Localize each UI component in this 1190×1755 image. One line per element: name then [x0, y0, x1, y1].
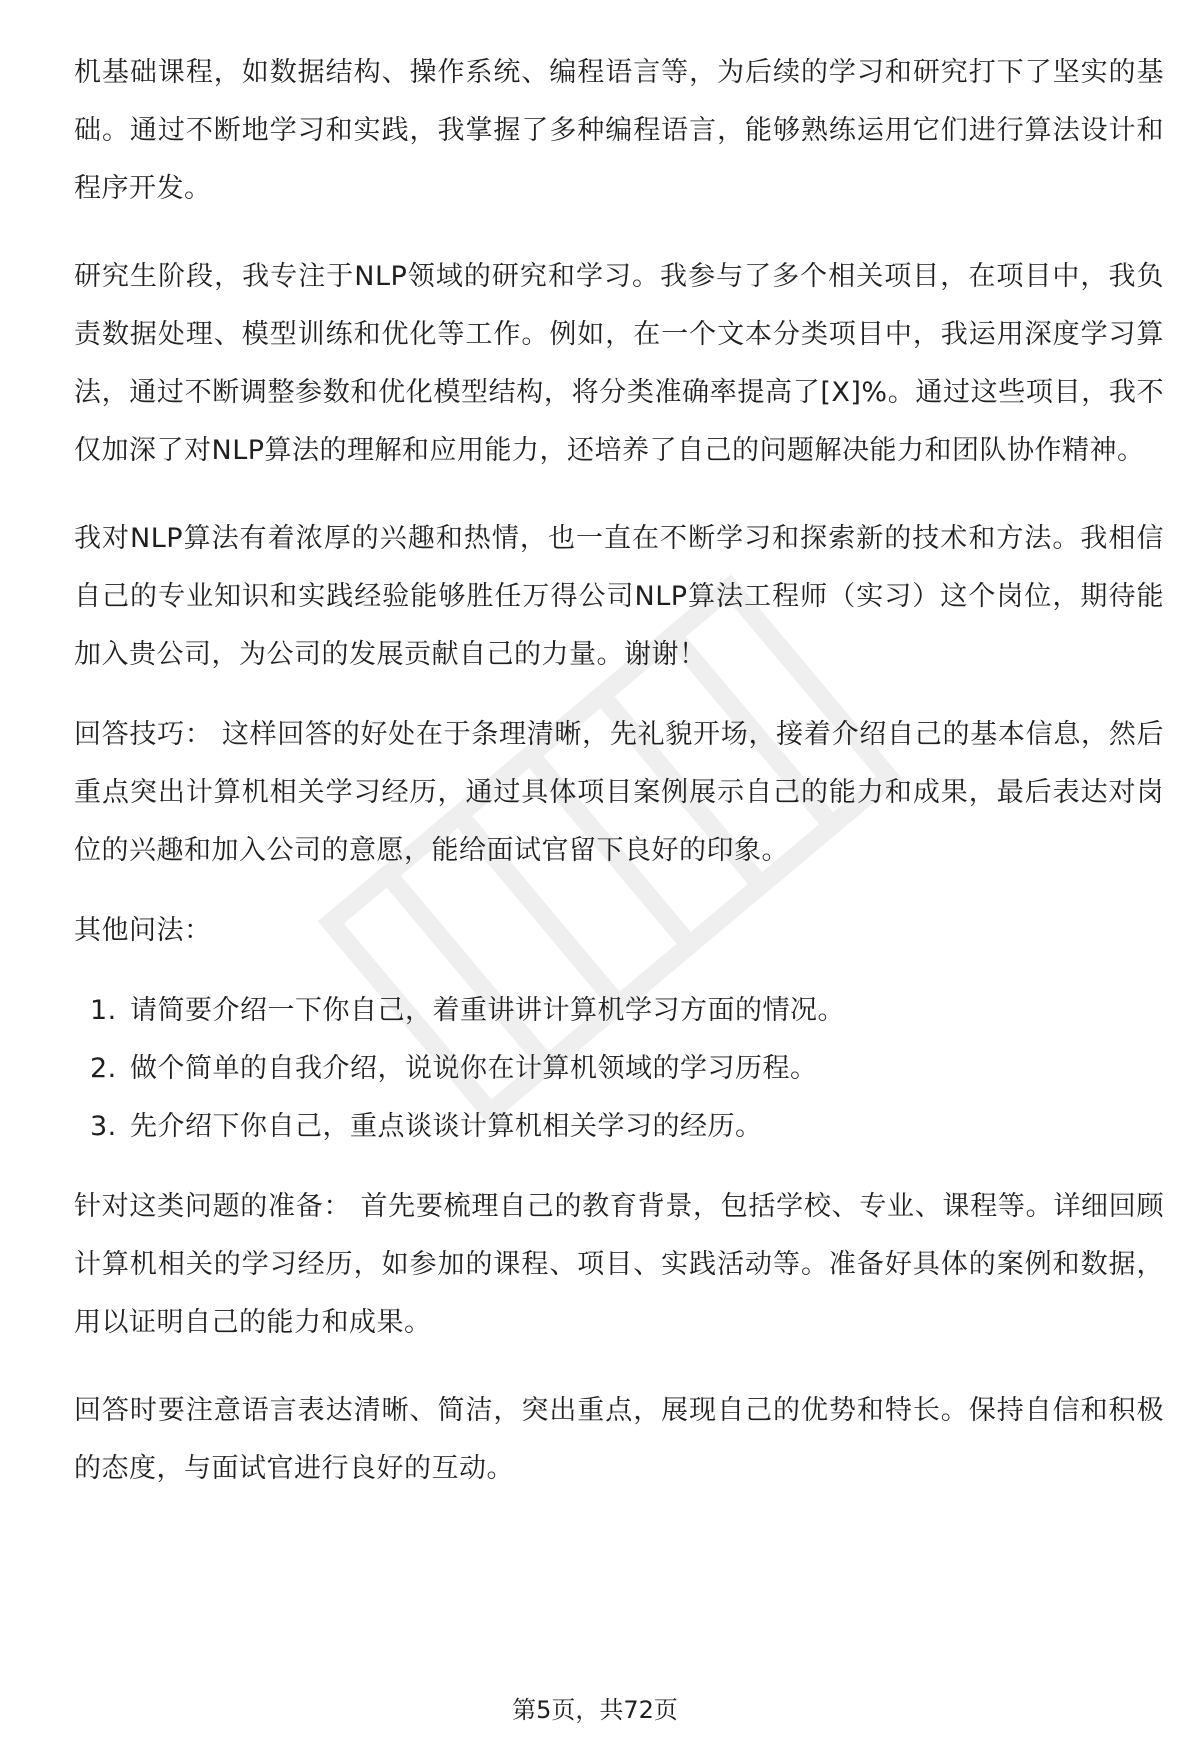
list-number: 3. [90, 1111, 117, 1142]
paragraph-3: 我对NLP算法有着浓厚的兴趣和热情，也一直在不断学习和探索新的技术和方法。我相信自己的专业知识和实践经验能够胜任万得公司NLP算法工程师（实习）这个岗位，期待能加入贵公司，为公司的发展贡献自己的力量。谢谢！ [74, 523, 1164, 670]
page-number-footer: 第5页，共72页 [512, 1696, 678, 1724]
paragraph-2: 研究生阶段，我专注于NLP领域的研究和学习。我参与了多个相关项目，在项目中，我负责数据处理、模型训练和优化等工作。例如，在一个文本分类项目中，我运用深度学习算法，通过不断调整参数和优化模型结构，将分类准确率提高了[X]%。通过这些项目，我不仅加深了对NLP算法的理解和应用能力，还培养了自己的问题解决能力和团队协作精神。 [74, 261, 1164, 466]
paragraph-other-questions: 其他问法： [74, 915, 212, 946]
paragraph-answer-tips: 回答时要注意语言表达清晰、简洁，突出重点，展现自己的优势和特长。保持自信和积极的态度，与面试官进行良好的互动。 [74, 1395, 1164, 1484]
alternate-questions-list [74, 982, 1164, 1156]
list-text: 请简要介绍一下你自己，着重讲讲计算机学习方面的情况。 [130, 995, 845, 1026]
list-text: 做个简单的自我介绍，说说你在计算机领域的学习历程。 [130, 1053, 818, 1084]
list-number: 2. [90, 1053, 117, 1084]
list-text: 先介绍下你自己，重点谈谈计算机相关学习的经历。 [130, 1111, 763, 1142]
list-item [74, 1040, 1164, 1098]
list-item [74, 982, 1164, 1040]
paragraph-preparation: 针对这类问题的准备： 首先要梳理自己的教育背景，包括学校、专业、课程等。详细回顾计算机相关的学习经历，如参加的课程、项目、实践活动等。准备好具体的案例和数据，用以证明自己的能力和成果。 [74, 1191, 1164, 1338]
paragraph-tips: 回答技巧： 这样回答的好处在于条理清晰，先礼貌开场，接着介绍自己的基本信息，然后重点突出计算机相关学习经历，通过具体项目案例展示自己的能力和成果，最后表达对岗位的兴趣和加入公司的意愿，能给面试官留下良好的印象。 [74, 719, 1164, 866]
list-item [74, 1098, 1164, 1156]
document-body [74, 44, 1164, 1528]
paragraph-1: 机基础课程，如数据结构、操作系统、编程语言等，为后续的学习和研究打下了坚实的基础。通过不断地学习和实践，我掌握了多种编程语言，能够熟练运用它们进行算法设计和程序开发。 [74, 57, 1164, 204]
list-number: 1. [90, 995, 117, 1026]
